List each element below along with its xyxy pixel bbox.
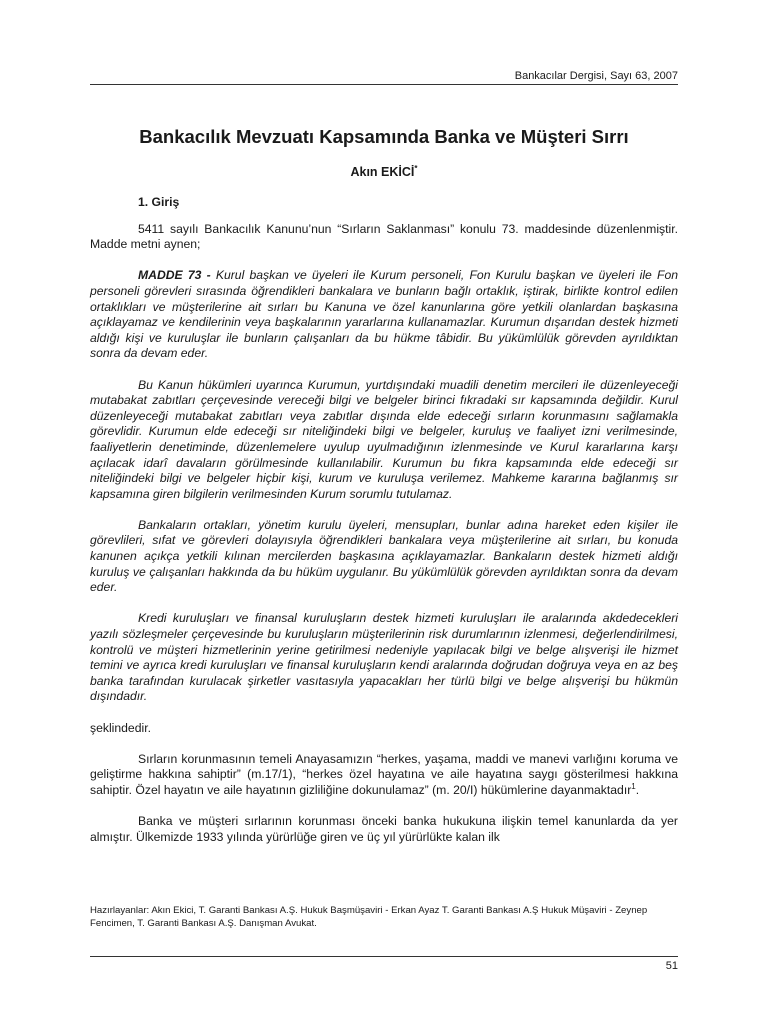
anayasa-text: Sırların korunmasının temeli Anayasamızın “herkes, yaşama, maddi ve manevi varlığını koruma ve geliştirme hakkına sahiptir” (m.17/1), “herkes özel hayatına ve aile hayatına saygı gösterilmesi hakkına sahiptir. Özel hayatın ve aile hayatının gizliliğine dokunulamaz” (m. 20/I) hükümlerine dayanmaktadır [90,751,678,797]
madde-text: Kurul başkan ve üyeleri ile Kurum personeli, Fon Kurulu başkan ve üyeleri ile Fon personeli görevleri sırasında öğrendikleri bankalara ve bunların bağlı ortaklık, iştirak, birlikte kontrol edilen ortaklıkları ve müşterilerine ait sırları bu Kanuna ve özel kanunlarına göre yetkili olanlardan başkasına açıklayamaz ve kendilerinin veya başkalarının yararlarına kullanamazlar. Kurumun dışarıdan destek hizmeti aldığı kişi ve kuruluşlar ile bunların çalışanları da bu hükme tâbidir. Bu yükümlülük görevden ayrıldıktan sonra da devam eder. [90,268,678,361]
paragraph-madde-73 [90,268,678,362]
article-title: Bankacılık Mevzuatı Kapsamında Banka ve Müşteri Sırrı [139,126,629,147]
paragraph-intro: 5411 sayılı Bankacılık Kanunu’nun “Sırların Saklanması” konulu 73. maddesinde düzenlenmiştir. Madde metni aynen; [90,221,678,252]
running-head: Bankacılar Dergisi, Sayı 63, 2007 [514,70,678,82]
paragraph-kanun: Bu Kanun hükümleri uyarınca Kurumun, yurtdışındaki muadili denetim mercileri ile düzenleyeceği mutabakat zabıtları çerçevesinde vereceği bilgi ve belgeler birinci fıkradaki sır kapsamında değildir. Kurul düzenleyeceği mutabakat zabıtları veya zabıtlar dışında elde edeceği sırların korunmasını sağlamakla görevlidir. Kurumun elde edeceği sır niteliğindeki bilgi ve belgeler, kuruluş ve faaliyet izni verilmesinde, faaliyetlerin denetiminde, düzenlemelere uyulup uyulmadığının izlenmesinde ve Kurul kararlarına karşı açılacak idarî davaların görülmesinde kullanılabilir. Kurumun bu fıkra kapsamında elde edeceği sır niteliğindeki bilgi ve belgeler hiçbir kişi, kurum ve kuruluşa verilemez. Mahkeme kararına bağlanmış sır kapsamına giren bilgilerin verilmesinden Kurum sorumlu tutulamaz. [90,377,678,501]
footnote-ref: 1 [631,781,636,791]
madde-label: MADDE 73 - [138,268,211,283]
author-footnote-mark: * [414,164,418,173]
paragraph-bankalar: Bankaların ortakları, yönetim kurulu üyeleri, mensupları, bunlar adına hareket eden kişiler ile görevlileri, sıfat ve görevleri dolayısıyla öğrendikleri bankalara veya müşterilerine ait sırları, bu konuda kanunen açıkça yetkili kılınan mercilerden başkasına açıklayamazlar. Bankaların destek hizmeti aldığı kuruluş ve çalışanları hakkında da bu hüküm uygulanır. Bu yükümlülük görevden ayrıldıktan sonra da devam eder. [90,517,678,595]
paragraph-anayasa [90,752,678,799]
author-line [90,164,678,179]
section-heading: 1. Giriş [138,195,180,209]
footer-rule [90,956,678,957]
anayasa-end: . [635,782,640,797]
author-name: Akın EKİCİ [350,165,415,180]
paragraph-banka-musteri: Banka ve müşteri sırlarının korunması önceki banka hukukuna ilişkin temel kanunlarda da yer almıştır. Ülkemizde 1933 yılında yürürlüğe giren ve üç yıl yürürlükte kalan ilk [90,814,678,844]
page-number: 51 [665,960,678,972]
paragraph-seklindedir: şeklindedir. [90,720,151,735]
header-rule [90,84,678,85]
article-body [90,195,678,861]
footnote: Hazırlayanlar: Akın Ekici, T. Garanti Bankası A.Ş. Hukuk Başmüşaviri - Erkan Ayaz T. Garanti Bankası A.Ş Hukuk Müşaviri - Zeynep Fencimen, T. Garanti Bankası A.Ş. Danışman Avukat. [90,905,648,929]
paragraph-kredi: Kredi kuruluşları ve finansal kuruluşların destek hizmeti kuruluşları ile aralarında akdedecekleri yazılı sözleşmeler çerçevesinde bu kuruluşların müşterilerinin risk durumlarının izlenmesi, değerlendirilmesi, kontrolü ve müşteri hizmetlerinin yerine getirilmesi nedeniyle yapılacak bilgi ve belge alışverişi ile hizmet temini ve ayrıca kredi kuruluşları ve finansal kuruluşların kendi aralarında doğrudan doğruya veya en az beş banka tarafından kurulacak şirketler vasıtasıyla yapacakları her türlü bilgi ve belge alışverişi bu hükmün dışındadır. [90,611,678,704]
